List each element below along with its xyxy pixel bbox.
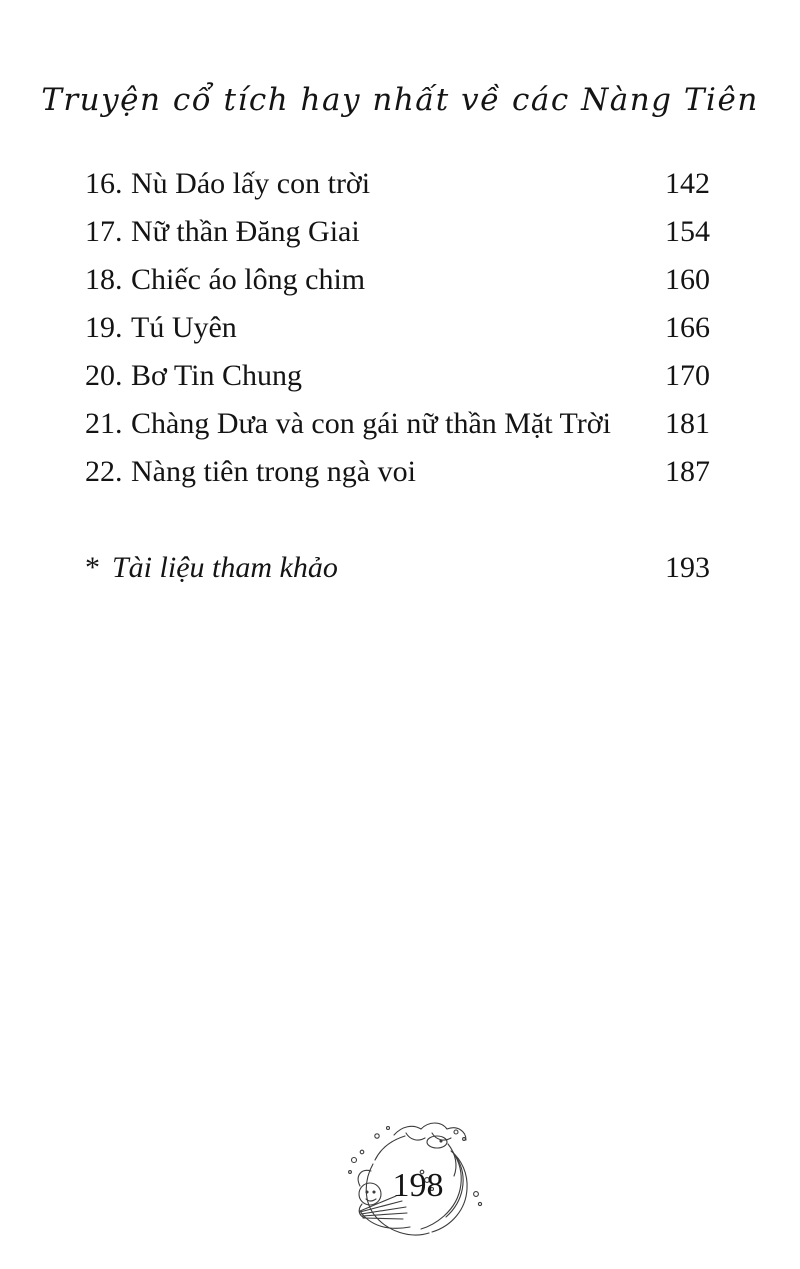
toc-item-page: 142 bbox=[665, 167, 710, 200]
toc-row bbox=[85, 256, 710, 304]
toc-item-page: 187 bbox=[665, 455, 710, 488]
toc-item-page: 170 bbox=[665, 359, 710, 392]
page-number: 198 bbox=[392, 1167, 444, 1204]
toc-item-number: 19. bbox=[85, 311, 123, 344]
toc-item-title: Bơ Tin Chung bbox=[131, 359, 302, 392]
toc-item-title: Nữ thần Đăng Giai bbox=[131, 215, 360, 248]
toc-item-number: 20. bbox=[85, 359, 123, 392]
toc-reference-row bbox=[85, 544, 710, 592]
toc-item-title: Nàng tiên trong ngà voi bbox=[131, 455, 416, 488]
toc-item-title: Chiếc áo lông chim bbox=[131, 263, 366, 296]
book-header-title: Truyện cổ tích hay nhất về các Nàng Tiên bbox=[41, 82, 759, 118]
toc-item-number: 17. bbox=[85, 215, 123, 248]
toc-item-page: 181 bbox=[665, 407, 710, 440]
toc-row bbox=[85, 448, 710, 496]
toc-item-number: 16. bbox=[85, 167, 123, 200]
reference-asterisk: * bbox=[85, 551, 100, 584]
toc-item-page: 160 bbox=[665, 263, 710, 296]
toc-item-number: 21. bbox=[85, 407, 123, 440]
table-of-contents bbox=[85, 160, 710, 496]
toc-row bbox=[85, 400, 710, 448]
toc-item-title: Tú Uyên bbox=[131, 311, 237, 344]
reference-page: 193 bbox=[665, 551, 710, 584]
toc-row bbox=[85, 304, 710, 352]
toc-item-title: Chàng Dưa và con gái nữ thần Mặt Trời bbox=[131, 407, 611, 440]
toc-row bbox=[85, 160, 710, 208]
toc-item-title: Nù Dáo lấy con trời bbox=[131, 167, 371, 200]
toc-item-number: 22. bbox=[85, 455, 123, 488]
toc-item-number: 18. bbox=[85, 263, 123, 296]
toc-item-page: 166 bbox=[665, 311, 710, 344]
toc-item-page: 154 bbox=[665, 215, 710, 248]
toc-row bbox=[85, 352, 710, 400]
toc-row bbox=[85, 208, 710, 256]
folio-ornament bbox=[336, 1114, 500, 1254]
reference-title: Tài liệu tham khảo bbox=[112, 551, 338, 584]
